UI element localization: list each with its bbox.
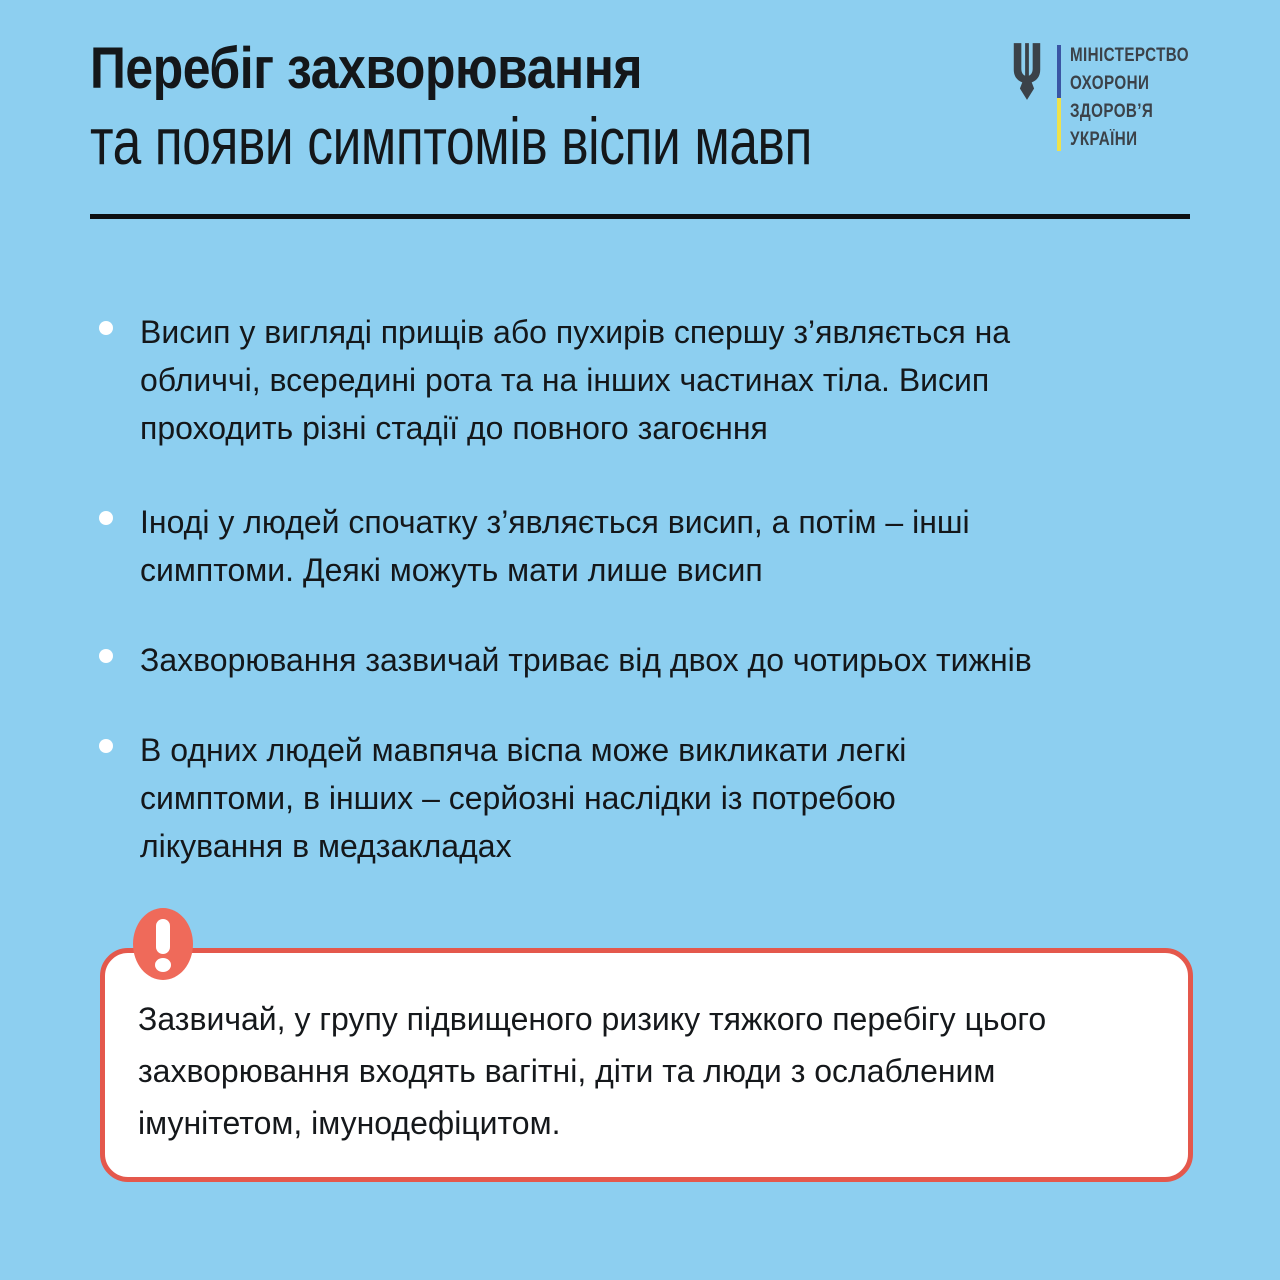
page-title-line2: та появи симптомів віспи мавп (90, 104, 813, 178)
warning-text-line: імунітетом, імунодефіцитом. (138, 1105, 561, 1141)
warning-text-line: Зазвичай, у групу підвищеного ризику тяжкого перебігу цього (138, 1001, 1047, 1037)
title-divider (90, 214, 1190, 219)
bullet-dot-icon (99, 739, 113, 753)
bullet-item (99, 498, 1189, 594)
bullet-line: Іноді у людей спочатку з’являється висип, а потім – інші (140, 504, 970, 540)
bullet-item (99, 636, 1189, 684)
logo-text-line: УКРАЇНИ (1070, 129, 1138, 150)
bullet-line: симптоми, в інших – серйозні наслідки із потребою (140, 780, 896, 816)
flag-divider-bar (1057, 45, 1061, 151)
logo-text (1070, 42, 1219, 154)
tryzub-icon (1010, 43, 1044, 100)
bullet-item (99, 308, 1189, 452)
bullet-dot-icon (99, 511, 113, 525)
bullet-item (99, 726, 1189, 870)
warning-text (138, 993, 1046, 1149)
bullet-line: лікування в медзакладах (140, 828, 512, 864)
bullet-dot-icon (99, 649, 113, 663)
bullet-line: проходить різні стадії до повного загоєння (140, 410, 768, 446)
logo-text-line: ОХОРОНИ (1070, 73, 1150, 94)
bullet-line: Захворювання зазвичай триває від двох до чотирьох тижнів (140, 642, 1032, 678)
bullet-dot-icon (99, 321, 113, 335)
symptom-bullet-list (99, 308, 1189, 870)
bullet-line: обличчі, всередині рота та на інших частинах тіла. Висип (140, 362, 990, 398)
bullet-line: Висип у вигляді прищів або пухирів спершу з’являється на (140, 314, 1011, 350)
bullet-line: В одних людей мавпяча віспа може викликати легкі (140, 732, 907, 768)
warning-text-line: захворювання входять вагітні, діти та люди з ослабленим (138, 1053, 996, 1089)
page-title-line1: Перебіг захворювання (90, 36, 643, 101)
logo-text-line: МІНІСТЕРСТВО (1070, 45, 1189, 66)
bullet-line: симптоми. Деякі можуть мати лише висип (140, 552, 763, 588)
exclamation-icon (133, 908, 193, 980)
logo-text-line: ЗДОРОВ’Я (1070, 101, 1154, 122)
